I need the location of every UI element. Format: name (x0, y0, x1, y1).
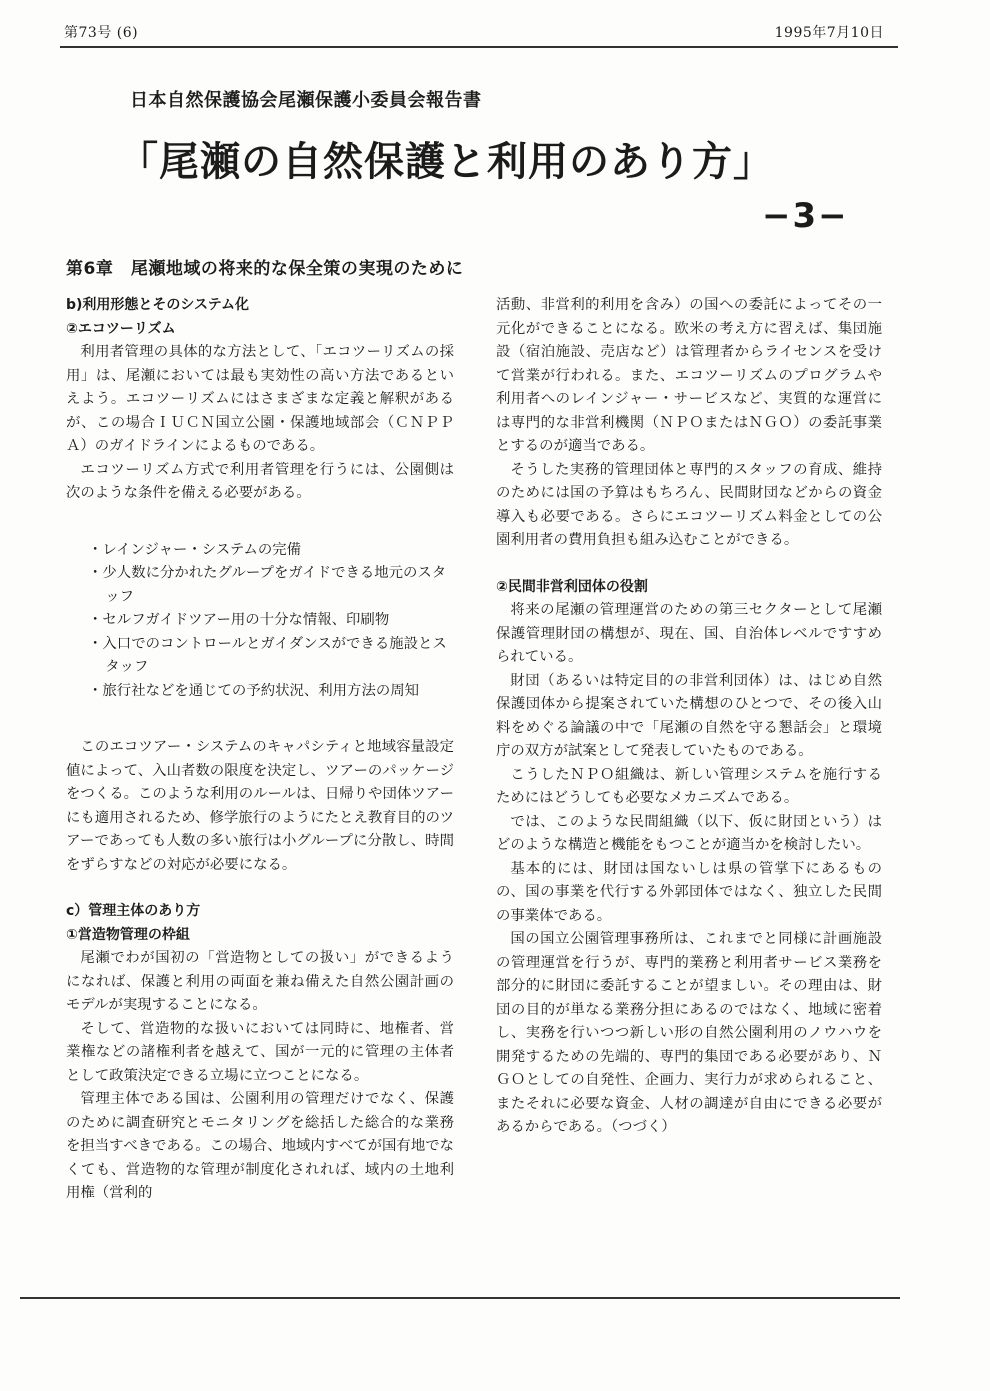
paragraph: このエコツアー・システムのキャパシティと地域容量設定値によって、入山者数の限度を決定し、ツアーのパッケージをつくる。このような利用のルールは、日帰りや団体ツアーにも適用されるため、修学旅行のようにたとえ教育目的のツアーであっても人数の多い旅行は小グループに分散し、時間をずらすなどの対応が必要になる。 (66, 739, 454, 873)
paragraph: そうした実務的管理団体と専門的スタッフの育成、維持のためには国の予算はもちろん、民間財団などからの資金導入も必要である。さらにエコツーリズム料金としての公園利用者の費用負担も組み込むことができる。 (496, 461, 882, 548)
report-subtitle: 日本自然保護協会尾瀬保護小委員会報告書 (130, 90, 482, 111)
paragraph: 基本的には、財団は国ないしは県の管掌下にあるものの、国の事業を代行する外郭団体ではなく、独立した民間の事業体である。 (496, 860, 882, 924)
list-item: ・ セルフガイドツアー用の十分な情報、印刷物 (88, 609, 454, 633)
paragraph: 将来の尾瀬の管理運営のための第三セクターとして尾瀬保護管理財団の構想が、現在、国、自治体レベルですすめられている。 (496, 602, 882, 665)
chapter-heading: 第6章 尾瀬地域の将来的な保全策の実現のために (66, 259, 464, 279)
list-item: ・ 旅行社などを通じての予約状況、利用方法の周知 (88, 680, 454, 704)
paragraph: 財団（あるいは特定目的の非営利団体）は、はじめ自然保護団体から提案されていた構想のひとつで、その後入山料をめぐる論議の中で「尾瀬の自然を守る懇話会」と環境庁の双方が試案として発表していたものである。 (496, 672, 882, 759)
paragraph: 管理主体である国は、公園利用の管理だけでなく、保護のために調査研究とモニタリングを総括した総合的な業務を担当すべきである。この場合、地域内すべてが国有地でなくても、営造物的な管理が制度化されれば、域内の土地利用権（営利的 (66, 1091, 454, 1201)
paragraph: では、このような民間組織（以下、仮に財団という）はどのような構造と機能をもつことが適当かを検討したい。 (496, 813, 882, 853)
paragraph: そして、営造物的な扱いにおいては同時に、地権者、営業権などの諸権利者を越えて、国が一元的に管理の主体者として政策決定できる立場に立つことになる。 (66, 1020, 454, 1084)
paragraph: 国の国立公園管理事務所は、これまでと同様に計画施設の管理運営を行うが、専門的業務と利用者サービス業務を部分的に財団に委託することが望ましい。その理由は、財団の目的が単なる業務分担にあるのではなく、地域に密着し、実務を行いつつ新しい形の自然公園利用のノウハウを開発するための先端的、専門的集団である必要があり、ＮＧＯとしての自発性、企画力、実行力が求められること、またそれに必要な資金、人材の調達が自由にできる必要があるからである。（つづく） (496, 931, 882, 1135)
header-rule (60, 46, 898, 48)
list-item: ・ 少人数に分かれたグループをガイドできる地元のスタッフ (88, 562, 454, 609)
left-column (66, 294, 454, 1206)
issue-number: 第73号 (6) (64, 25, 139, 41)
section-heading-b: b)利用形態とそのシステム化 (66, 297, 250, 313)
subheading-management: ①営造物管理の枠組 (66, 926, 190, 943)
paragraph: エコツーリズム方式で利用者管理を行うには、公園側は次のような条件を備える必要がある。 (66, 461, 454, 501)
paragraph: 尾瀬でわが国初の「営造物としての扱い」ができるようになれば、保護と利用の両面を兼ね備えた自然公園計画のモデルが実現することになる。 (66, 950, 454, 1013)
conditions-list (66, 539, 454, 704)
subheading-ecotourism: ②エコツーリズム (66, 320, 176, 337)
paragraph: 利用者管理の具体的な方法として、「エコツーリズムの採用」は、尾瀬においては最も実効性の高い方法であるといえよう。エコツーリズムにはさまざまな定義と解釈があるが、この場合ＩＵＣＮ国立公園・保護地域部会（ＣＮＰＰＡ）のガイドラインによるものである。 (66, 344, 454, 454)
list-item: ・ 入口でのコントロールとガイダンスができる施設とスタッフ (88, 633, 454, 680)
right-column (496, 294, 882, 1140)
page-header (64, 20, 884, 46)
subheading-npo: ②民間非営利団体の役割 (496, 578, 648, 595)
section-heading-c: c）管理主体のあり方 (66, 903, 201, 919)
paragraph: 活動、非営利的利用を含み）の国への委託によってその一元化ができることになる。欧米の考え方に習えば、集団施設（宿泊施設、売店など）は管理者からライセンスを受けて営業が行われる。また、エコツーリズムのプログラムや利用者へのレインジャー・サービスなど、実質的な運営には専門的な非営利機関（ＮＰＯまたはＮＧＯ）の委託事業とするのが適当である。 (496, 297, 882, 454)
paragraph: こうしたＮＰＯ組織は、新しい管理システムを施行するためにはどうしても必要なメカニズムである。 (496, 766, 882, 806)
part-number: −3− (762, 196, 849, 236)
issue-date: 1995年7月10日 (774, 25, 884, 41)
footer-rule (20, 1297, 900, 1299)
list-item: ・ レインジャー・システムの完備 (88, 539, 454, 563)
article-title: 「尾瀬の自然保護と利用のあり方」 (118, 139, 774, 185)
